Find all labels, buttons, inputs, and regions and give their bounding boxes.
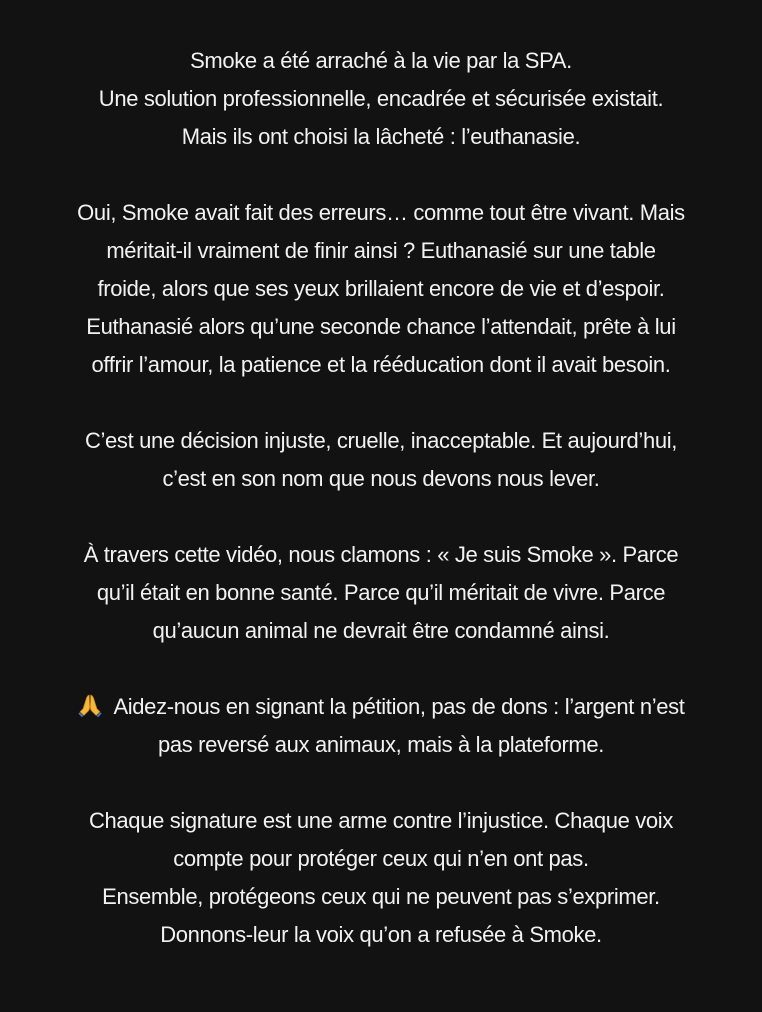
text-line: compte pour protéger ceux qui n’en ont pas. [173,846,589,871]
paragraph-signature [0,802,762,954]
text-line: Smoke a été arraché à la vie par la SPA. [190,48,572,73]
text-line: Donnons-leur la voix qu’on a refusée à Smoke. [160,922,602,947]
text-line: Oui, Smoke avait fait des erreurs… comme tout être vivant. Mais [77,200,685,225]
paragraph-video [0,536,762,650]
text-line: Mais ils ont choisi la lâcheté : l’euthanasie. [181,124,581,149]
text-line: Euthanasié alors qu’une seconde chance l’attendait, prête à lui [86,314,676,339]
story-text [0,42,762,954]
paragraph-petition [0,688,762,764]
text-line: C’est une décision injuste, cruelle, inacceptable. Et aujourd’hui, [84,428,678,453]
text-line: c’est en son nom que nous devons nous lever. [162,466,600,491]
text-line: Chaque signature est une arme contre l’injustice. Chaque voix [89,808,673,833]
text-line-content: Aidez-nous en signant la pétition, pas de dons : l’argent n’est [113,694,685,719]
text-line: pas reversé aux animaux, mais à la plateforme. [157,732,605,757]
text-line: offrir l’amour, la patience et la rééducation dont il avait besoin. [91,352,671,377]
text-line [0,688,762,726]
text-line: qu’il était en bonne santé. Parce qu’il méritait de vivre. Parce [96,580,666,605]
paragraph-mistakes [0,194,762,384]
text-line: froide, alors que ses yeux brillaient encore de vie et d’espoir. [97,276,665,301]
text-line: qu’aucun animal ne devrait être condamné ainsi. [152,618,610,643]
folded-hands-icon [77,692,103,718]
text-line: Une solution professionnelle, encadrée et sécurisée existait. [98,86,664,111]
text-line: méritait-il vraiment de finir ainsi ? Euthanasié sur une table [106,238,656,263]
text-line: À travers cette vidéo, nous clamons : « Je suis Smoke ». Parce [83,542,679,567]
paragraph-decision [0,422,762,498]
paragraph-intro [0,42,762,156]
text-line: Ensemble, protégeons ceux qui ne peuvent pas s’exprimer. [102,884,660,909]
